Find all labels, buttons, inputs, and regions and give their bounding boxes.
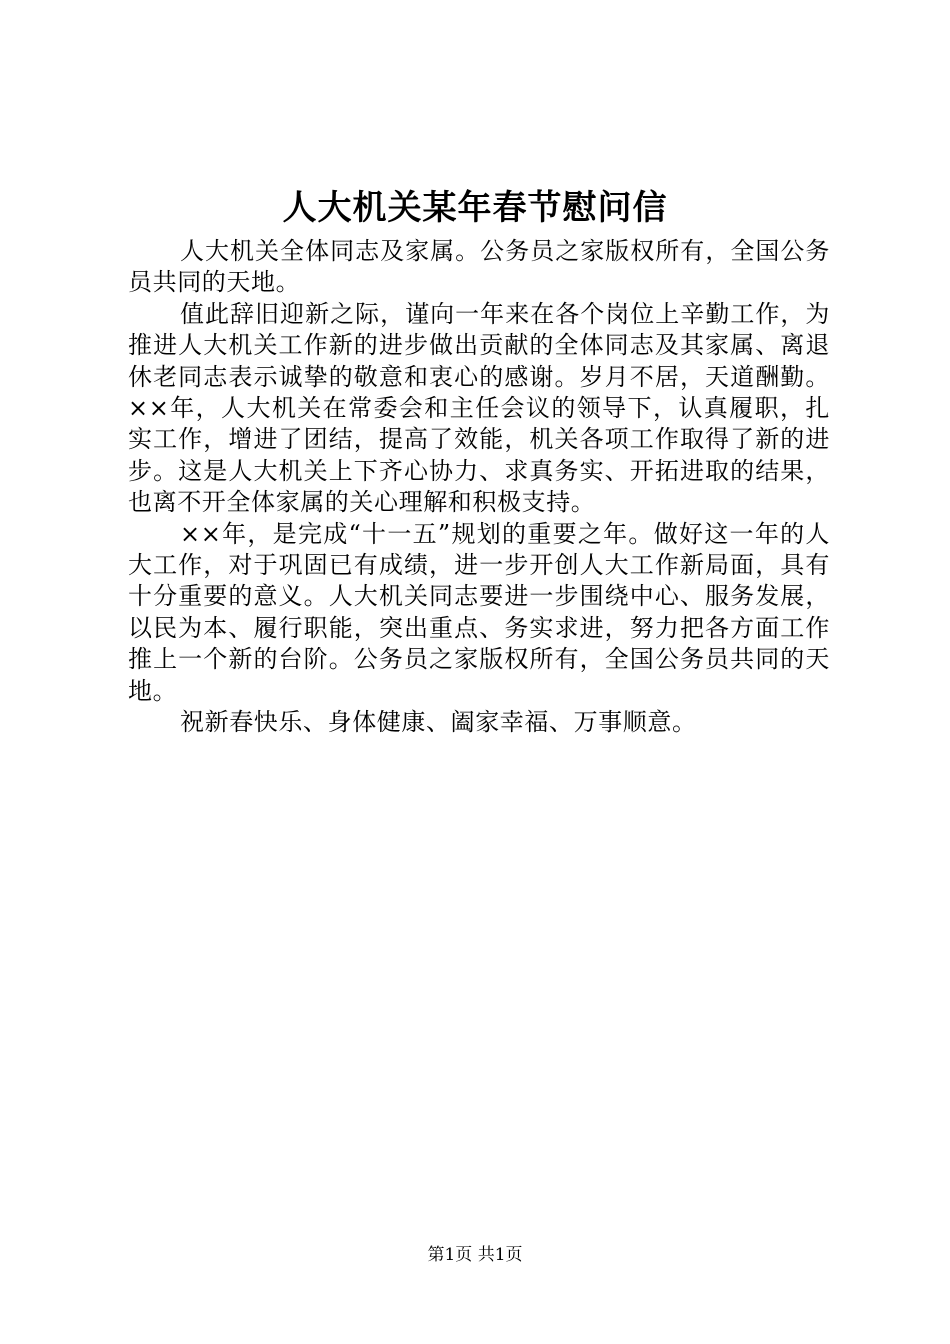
document-title: 人大机关某年春节慰问信 [282,188,668,228]
paragraph-wishes: 祝新春快乐、身体健康、阖家幸福、万事顺意。 [180,708,697,737]
paragraph-outlook: ××年，是完成“十一五”规划的重要之年。做好这一年的人大工作，对于巩固已有成绩，进一步开创人大工作新局面，具有十分重要的意义。人大机关同志要进一步围绕中心、服务发展，以民为本、履行职能，突出重点、务实求进，努力把各方面工作推上一个新的台阶。公务员之家版权所有，全国公务员共同的天地。 [128,519,830,705]
paragraph-thanks: 值此辞旧迎新之际，谨向一年来在各个岗位上辛勤工作，为推进人大机关工作新的进步做出贡献的全体同志及其家属、离退休老同志表示诚挚的敬意和衷心的感谢。岁月不居，天道酬勤。××年，人大机关在常委会和主任会议的领导下，认真履职，扎实工作，增进了团结，提高了效能，机关各项工作取得了新的进步。这是人大机关上下齐心协力、求真务实、开拓进取的结果，也离不开全体家属的关心理解和积极支持。 [128,299,830,517]
document-body [128,236,830,739]
paragraph-salutation: 人大机关全体同志及家属。公务员之家版权所有，全国公务员共同的天地。 [128,237,830,297]
page-footer: 第1页 共1页 [427,1245,523,1265]
